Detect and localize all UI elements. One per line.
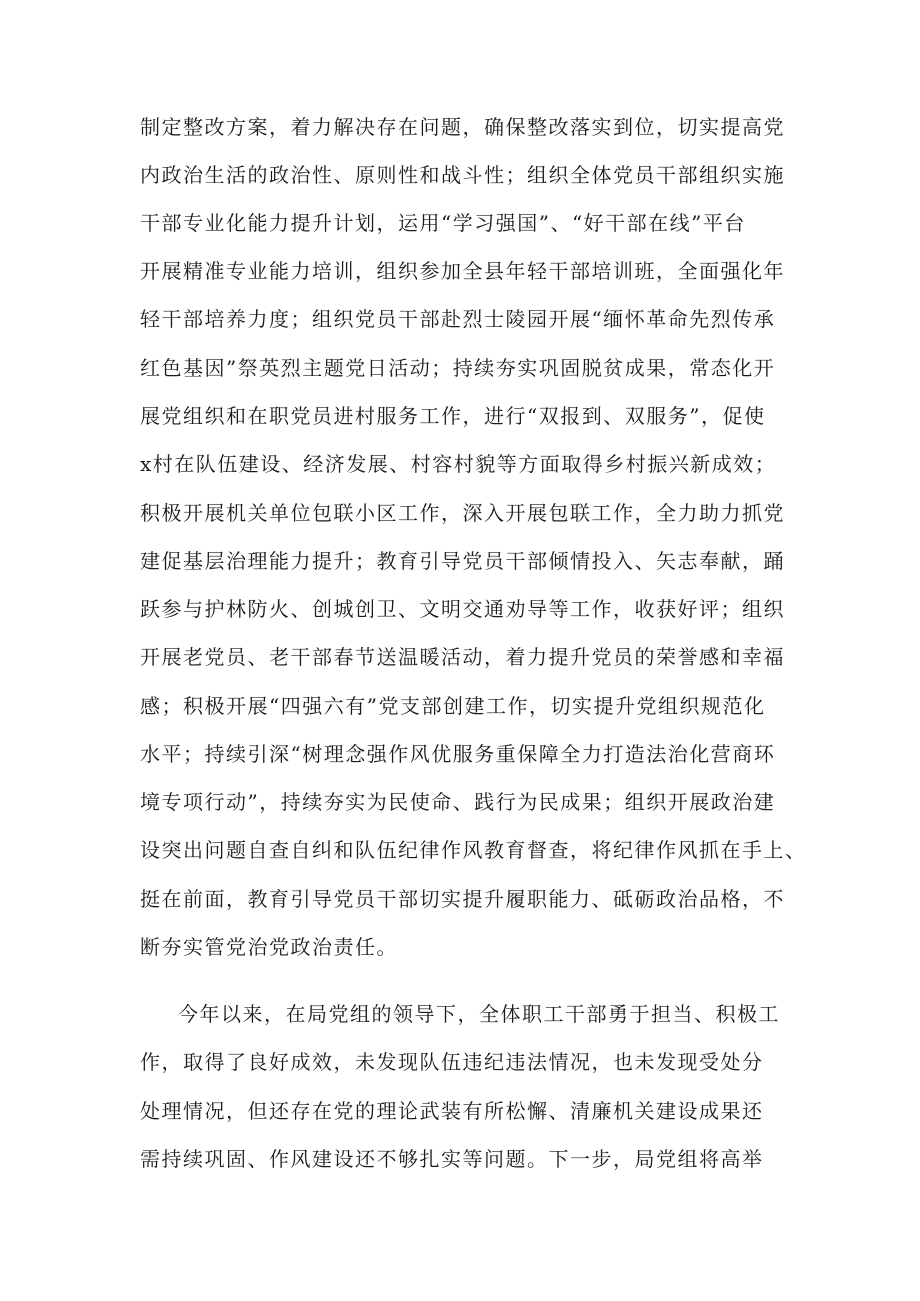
paragraph-1-line-6: 红色基因”祭英烈主题党日活动；持续夯实巩固脱贫成果，常态化开 [140, 356, 776, 380]
paragraph-1-line-9: 积极开展机关单位包联小区工作，深入开展包联工作，全力助力抓党 [140, 501, 785, 525]
paragraph-1-line-18: 断夯实管党治党政治责任。 [140, 935, 398, 959]
paragraph-2-line-3: 处理情况，但还存在党的理论武装有所松懈、清廉机关建设成果还 [140, 1099, 764, 1123]
paragraph-1-line-12: 开展老党员、老干部春节送温暖活动，着力提升党员的荣誉感和幸福 [140, 645, 785, 669]
paragraph-1-line-1: 制定整改方案，着力解决存在问题，确保整改落实到位，切实提高党 [140, 115, 785, 139]
paragraph-1-line-10: 建促基层治理能力提升；教育引导党员干部倾情投入、矢志奉献，踊 [140, 549, 785, 573]
paragraph-2-line-1: 今年以来，在局党组的领导下，全体职工干部勇于担当、积极工 [178, 1002, 780, 1026]
paragraph-2-line-4: 需持续巩固、作风建设还不够扎实等问题。下一步，局党组将高举 [140, 1147, 764, 1171]
paragraph-1-line-4: 开展精准专业能力培训，组织参加全县年轻干部培训班，全面强化年 [140, 259, 785, 283]
paragraph-2-line-2: 作，取得了良好成效，未发现队伍违纪违法情况，也未发现受处分 [140, 1050, 764, 1074]
paragraph-1-line-8: x村在队伍建设、经济发展、村容村貌等方面取得乡村振兴新成效； [140, 452, 777, 476]
paragraph-1-line-5: 轻干部培养力度；组织党员干部赴烈士陵园开展“缅怀革命先烈传承 [140, 307, 776, 331]
paragraph-1-line-11: 跃参与护林防火、创城创卫、文明交通劝导等工作，收获好评；组织 [140, 597, 785, 621]
paragraph-1-line-3: 干部专业化能力提升计划，运用“学习强国”、“好干部在线”平台 [140, 211, 746, 235]
paragraph-1-line-14: 水平；持续引深“树理念强作风优服务重保障全力打造法治化营商环 [140, 742, 776, 766]
paragraph-1-line-16: 设突出问题自查自纠和队伍纪律作风教育督查，将纪律作风抓在手上、 [140, 838, 807, 862]
paragraph-1-line-2: 内政治生活的政治性、原则性和战斗性；组织全体党员干部组织实施 [140, 163, 785, 187]
paragraph-1-line-15: 境专项行动”，持续夯实为民使命、践行为民成果；组织开展政治建 [140, 790, 776, 814]
paragraph-1-line-13: 感；积极开展“四强六有”党支部创建工作，切实提升党组织规范化 [140, 694, 766, 718]
paragraph-1-line-7: 展党组织和在职党员进村服务工作，进行“双报到、双服务”，促使 [140, 404, 766, 428]
paragraph-1-line-17: 挺在前面，教育引导党员干部切实提升履职能力、砥砺政治品格，不 [140, 887, 785, 911]
